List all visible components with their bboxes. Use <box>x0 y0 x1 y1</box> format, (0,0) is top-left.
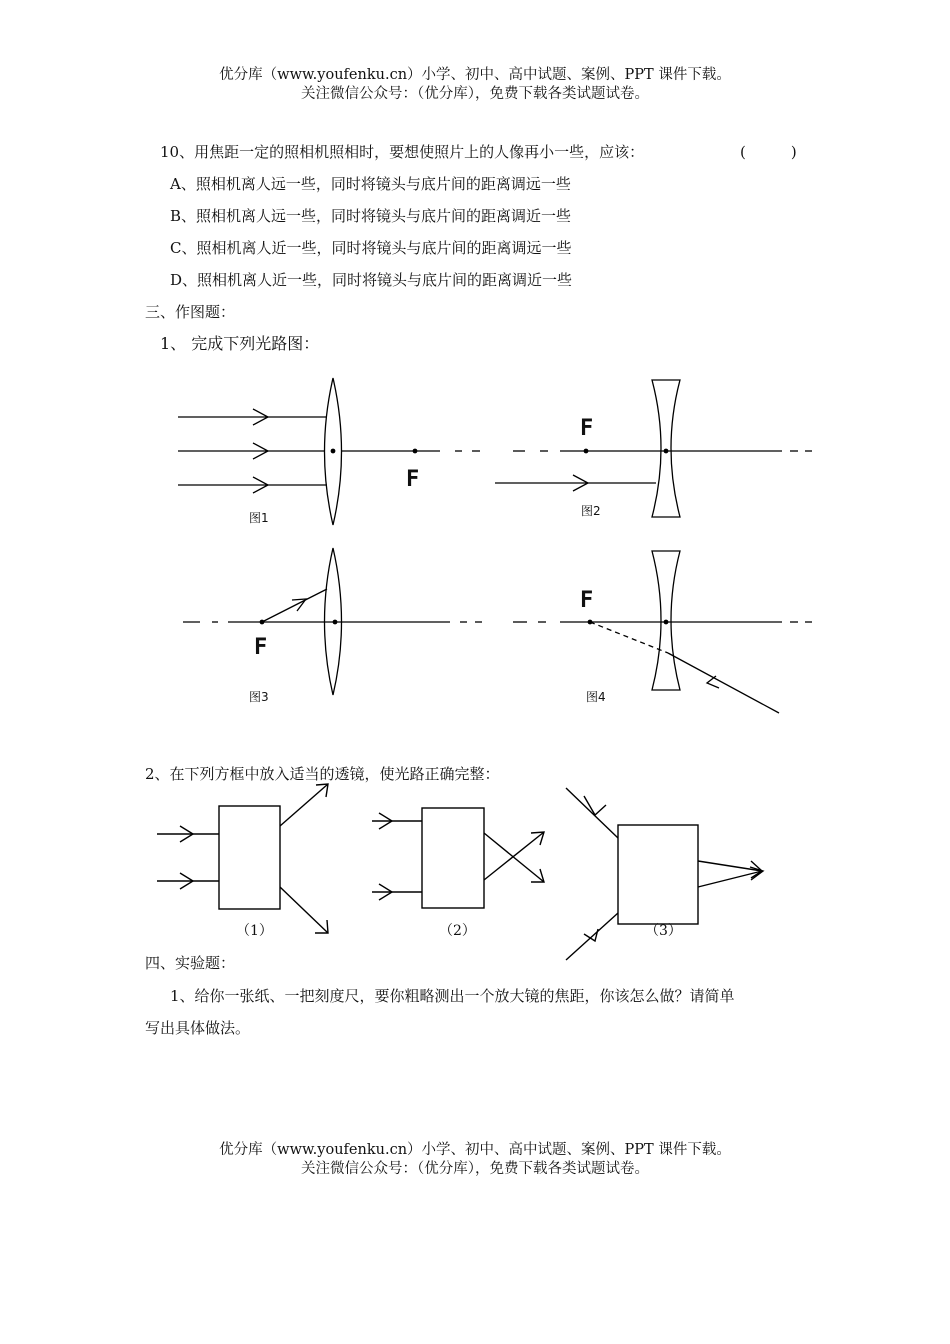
section-3-q1: 1、 完成下列光路图： <box>160 334 320 353</box>
box-label-2: （2） <box>439 923 476 939</box>
option-a: A、照相机离人远一些，同时将镜头与底片间的距离调远一些 <box>170 175 571 193</box>
box-label-3: （3） <box>645 923 682 939</box>
section-3-title: 三、作图题： <box>145 303 236 321</box>
option-c: C、照相机离人近一些，同时将镜头与底片间的距离调远一些 <box>170 239 572 257</box>
box-label-1: （1） <box>236 923 273 939</box>
section-3-q2: 2、在下列方框中放入适当的透镜，使光路正确完整： <box>145 765 500 783</box>
focus-label-fig2: F <box>580 416 594 441</box>
figure-label-2: 图2 <box>581 504 601 518</box>
section-4-q1-line2: 写出具体做法。 <box>145 1019 251 1037</box>
option-d: D、照相机离人近一些，同时将镜头与底片间的距离调近一些 <box>170 271 573 289</box>
question-10-stem: 10、用焦距一定的照相机照相时，要想使照片上的人像再小一些，应该： <box>160 143 645 161</box>
figure-label-4: 图4 <box>586 690 606 704</box>
header-line-2: 关注微信公众号：（优分库），免费下载各类试题试卷。 <box>301 86 649 102</box>
option-b: B、照相机离人远一些，同时将镜头与底片间的距离调近一些 <box>170 207 572 225</box>
figure-label-3: 图3 <box>249 690 269 704</box>
footer-line-1: 优分库（www.youfenku.cn）小学、初中、高中试题、案例、PPT 课件下载。 <box>219 1142 731 1158</box>
section-4-title: 四、实验题： <box>145 954 236 972</box>
figure-label-1: 图1 <box>249 511 269 525</box>
header-line-1: 优分库（www.youfenku.cn）小学、初中、高中试题、案例、PPT 课件下载。 <box>219 67 731 83</box>
focus-label-fig1: F <box>406 467 420 492</box>
box-diagram-2 <box>372 808 544 908</box>
box-diagram-1 <box>157 784 328 933</box>
focus-label-fig3: F <box>254 635 268 660</box>
section-4-q1-line1: 1、给你一张纸、一把刻度尺，要你粗略测出一个放大镜的焦距，你该怎么做？请简单 <box>170 987 735 1005</box>
answer-blank: ( ) <box>740 143 797 161</box>
focus-label-fig4: F <box>580 588 594 613</box>
footer-line-2: 关注微信公众号：（优分库），免费下载各类试题试卷。 <box>301 1161 649 1177</box>
